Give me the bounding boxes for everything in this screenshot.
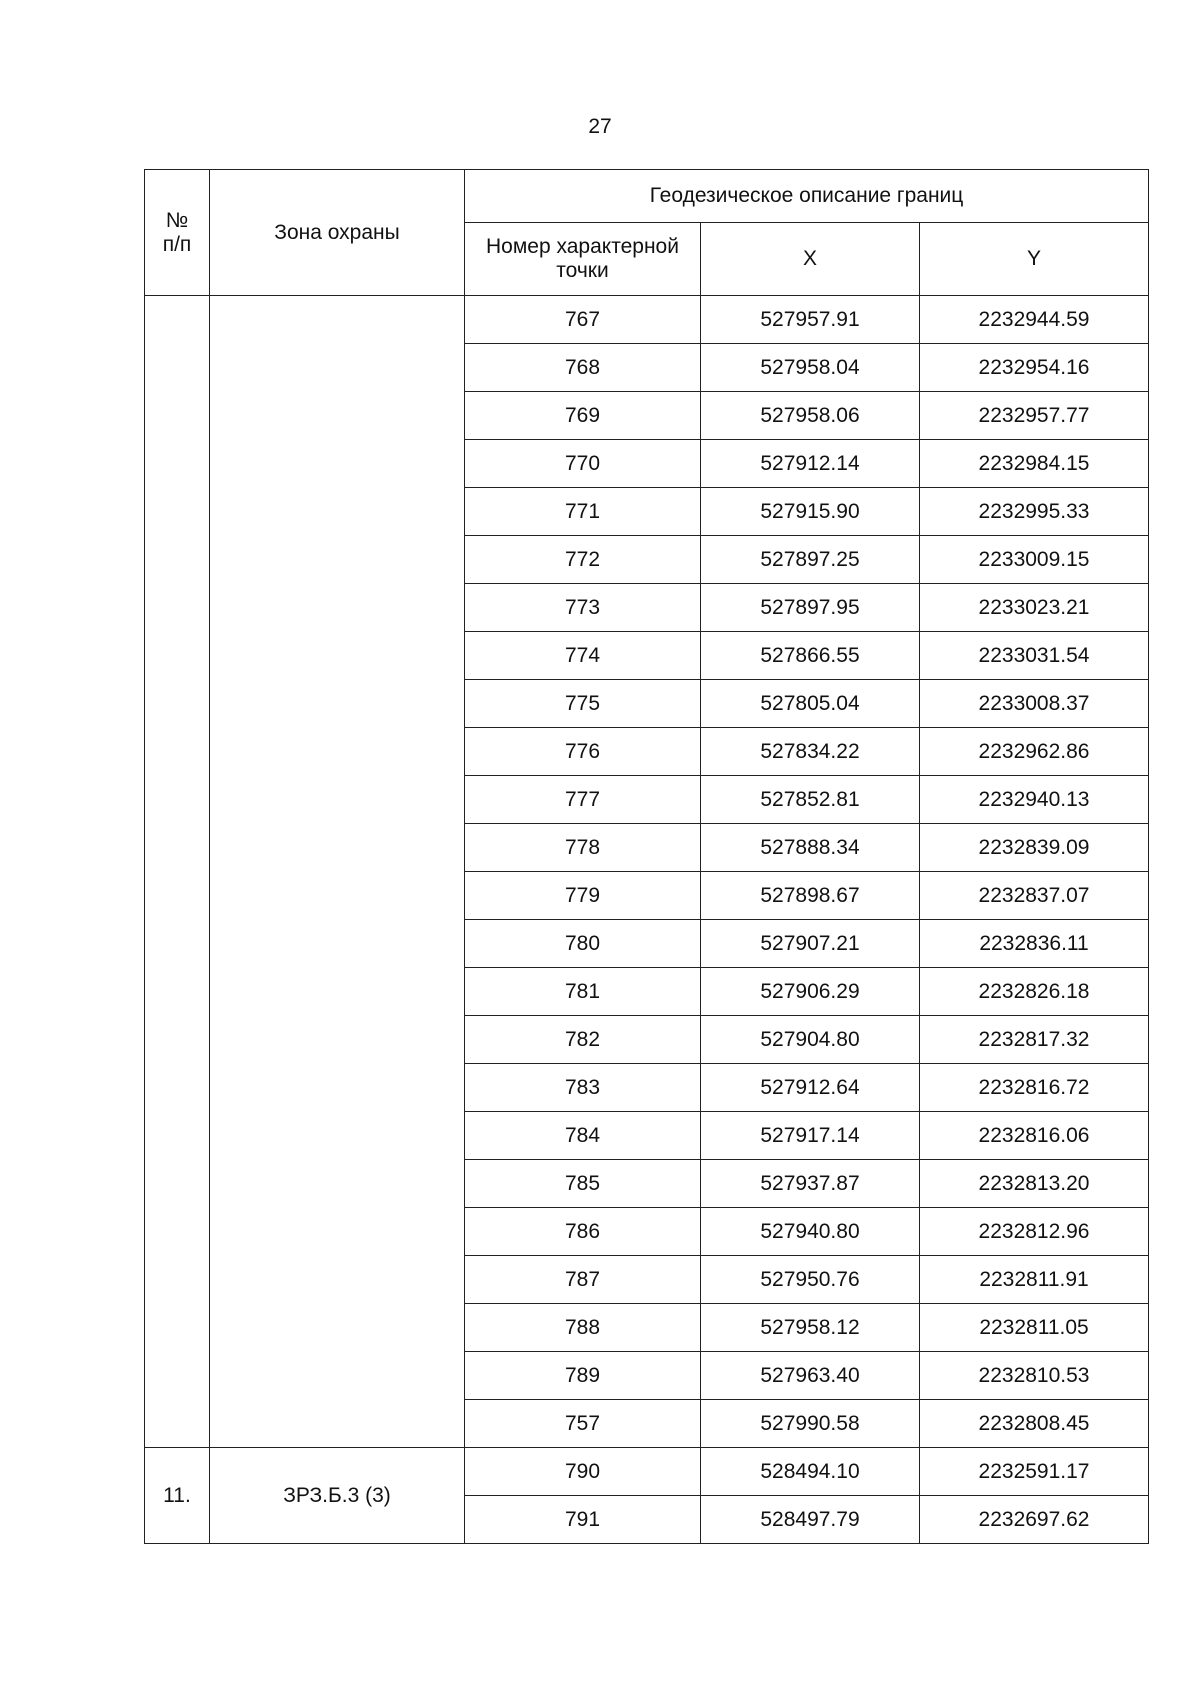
point-number-cell: 791 <box>465 1496 701 1544</box>
x-coordinate-cell: 527958.06 <box>701 392 920 440</box>
header-zone: Зона охраны <box>210 170 465 296</box>
x-coordinate-cell: 527907.21 <box>701 920 920 968</box>
point-number-cell: 773 <box>465 584 701 632</box>
zone-cell: ЗРЗ.Б.3 (3) <box>210 1448 465 1544</box>
point-number-cell: 769 <box>465 392 701 440</box>
point-number-cell: 776 <box>465 728 701 776</box>
point-number-cell: 786 <box>465 1208 701 1256</box>
point-number-cell: 770 <box>465 440 701 488</box>
y-coordinate-cell: 2232944.59 <box>920 296 1149 344</box>
x-coordinate-cell: 527950.76 <box>701 1256 920 1304</box>
x-coordinate-cell: 527888.34 <box>701 824 920 872</box>
x-coordinate-cell: 527897.25 <box>701 536 920 584</box>
x-coordinate-cell: 527958.12 <box>701 1304 920 1352</box>
x-coordinate-cell: 527912.64 <box>701 1064 920 1112</box>
y-coordinate-cell: 2233031.54 <box>920 632 1149 680</box>
y-coordinate-cell: 2232808.45 <box>920 1400 1149 1448</box>
y-coordinate-cell: 2232816.06 <box>920 1112 1149 1160</box>
x-coordinate-cell: 527834.22 <box>701 728 920 776</box>
coordinates-table <box>144 169 1149 1544</box>
header-geodesic-description: Геодезическое описание границ <box>465 170 1149 223</box>
y-coordinate-cell: 2232591.17 <box>920 1448 1149 1496</box>
point-number-cell: 782 <box>465 1016 701 1064</box>
point-number-cell: 768 <box>465 344 701 392</box>
x-coordinate-cell: 527937.87 <box>701 1160 920 1208</box>
x-coordinate-cell: 527917.14 <box>701 1112 920 1160</box>
point-number-cell: 788 <box>465 1304 701 1352</box>
point-number-cell: 787 <box>465 1256 701 1304</box>
y-coordinate-cell: 2232697.62 <box>920 1496 1149 1544</box>
y-coordinate-cell: 2232826.18 <box>920 968 1149 1016</box>
y-coordinate-cell: 2232940.13 <box>920 776 1149 824</box>
point-number-cell: 783 <box>465 1064 701 1112</box>
point-number-cell: 777 <box>465 776 701 824</box>
point-number-cell: 772 <box>465 536 701 584</box>
x-coordinate-cell: 527898.67 <box>701 872 920 920</box>
point-number-cell: 789 <box>465 1352 701 1400</box>
row-num-cell: 11. <box>145 1448 210 1544</box>
header-point-number: Номер характерной точки <box>465 223 701 296</box>
point-number-cell: 778 <box>465 824 701 872</box>
point-number-cell: 790 <box>465 1448 701 1496</box>
y-coordinate-cell: 2232995.33 <box>920 488 1149 536</box>
x-coordinate-cell: 528497.79 <box>701 1496 920 1544</box>
x-coordinate-cell: 527852.81 <box>701 776 920 824</box>
point-number-cell: 767 <box>465 296 701 344</box>
y-coordinate-cell: 2232813.20 <box>920 1160 1149 1208</box>
y-coordinate-cell: 2232816.72 <box>920 1064 1149 1112</box>
zone-cell <box>210 296 465 1448</box>
table-row <box>145 296 1149 344</box>
x-coordinate-cell: 527912.14 <box>701 440 920 488</box>
y-coordinate-cell: 2232962.86 <box>920 728 1149 776</box>
row-num-cell <box>145 296 210 1448</box>
y-coordinate-cell: 2232810.53 <box>920 1352 1149 1400</box>
x-coordinate-cell: 527963.40 <box>701 1352 920 1400</box>
y-coordinate-cell: 2233023.21 <box>920 584 1149 632</box>
x-coordinate-cell: 527866.55 <box>701 632 920 680</box>
point-number-cell: 784 <box>465 1112 701 1160</box>
x-coordinate-cell: 527940.80 <box>701 1208 920 1256</box>
point-number-cell: 774 <box>465 632 701 680</box>
point-number-cell: 771 <box>465 488 701 536</box>
x-coordinate-cell: 528494.10 <box>701 1448 920 1496</box>
y-coordinate-cell: 2232954.16 <box>920 344 1149 392</box>
point-number-cell: 780 <box>465 920 701 968</box>
point-number-cell: 757 <box>465 1400 701 1448</box>
page-number: 27 <box>588 115 612 138</box>
y-coordinate-cell: 2233008.37 <box>920 680 1149 728</box>
x-coordinate-cell: 527906.29 <box>701 968 920 1016</box>
y-coordinate-cell: 2232812.96 <box>920 1208 1149 1256</box>
y-coordinate-cell: 2232957.77 <box>920 392 1149 440</box>
x-coordinate-cell: 527805.04 <box>701 680 920 728</box>
header-x: X <box>701 223 920 296</box>
x-coordinate-cell: 527990.58 <box>701 1400 920 1448</box>
x-coordinate-cell: 527915.90 <box>701 488 920 536</box>
header-num: № п/п <box>145 170 210 296</box>
y-coordinate-cell: 2232839.09 <box>920 824 1149 872</box>
x-coordinate-cell: 527904.80 <box>701 1016 920 1064</box>
x-coordinate-cell: 527897.95 <box>701 584 920 632</box>
point-number-cell: 779 <box>465 872 701 920</box>
y-coordinate-cell: 2233009.15 <box>920 536 1149 584</box>
y-coordinate-cell: 2232811.91 <box>920 1256 1149 1304</box>
point-number-cell: 775 <box>465 680 701 728</box>
y-coordinate-cell: 2232811.05 <box>920 1304 1149 1352</box>
y-coordinate-cell: 2232837.07 <box>920 872 1149 920</box>
point-number-cell: 781 <box>465 968 701 1016</box>
x-coordinate-cell: 527958.04 <box>701 344 920 392</box>
point-number-cell: 785 <box>465 1160 701 1208</box>
y-coordinate-cell: 2232836.11 <box>920 920 1149 968</box>
table-row <box>145 1448 1149 1496</box>
y-coordinate-cell: 2232984.15 <box>920 440 1149 488</box>
header-y: Y <box>920 223 1149 296</box>
y-coordinate-cell: 2232817.32 <box>920 1016 1149 1064</box>
x-coordinate-cell: 527957.91 <box>701 296 920 344</box>
